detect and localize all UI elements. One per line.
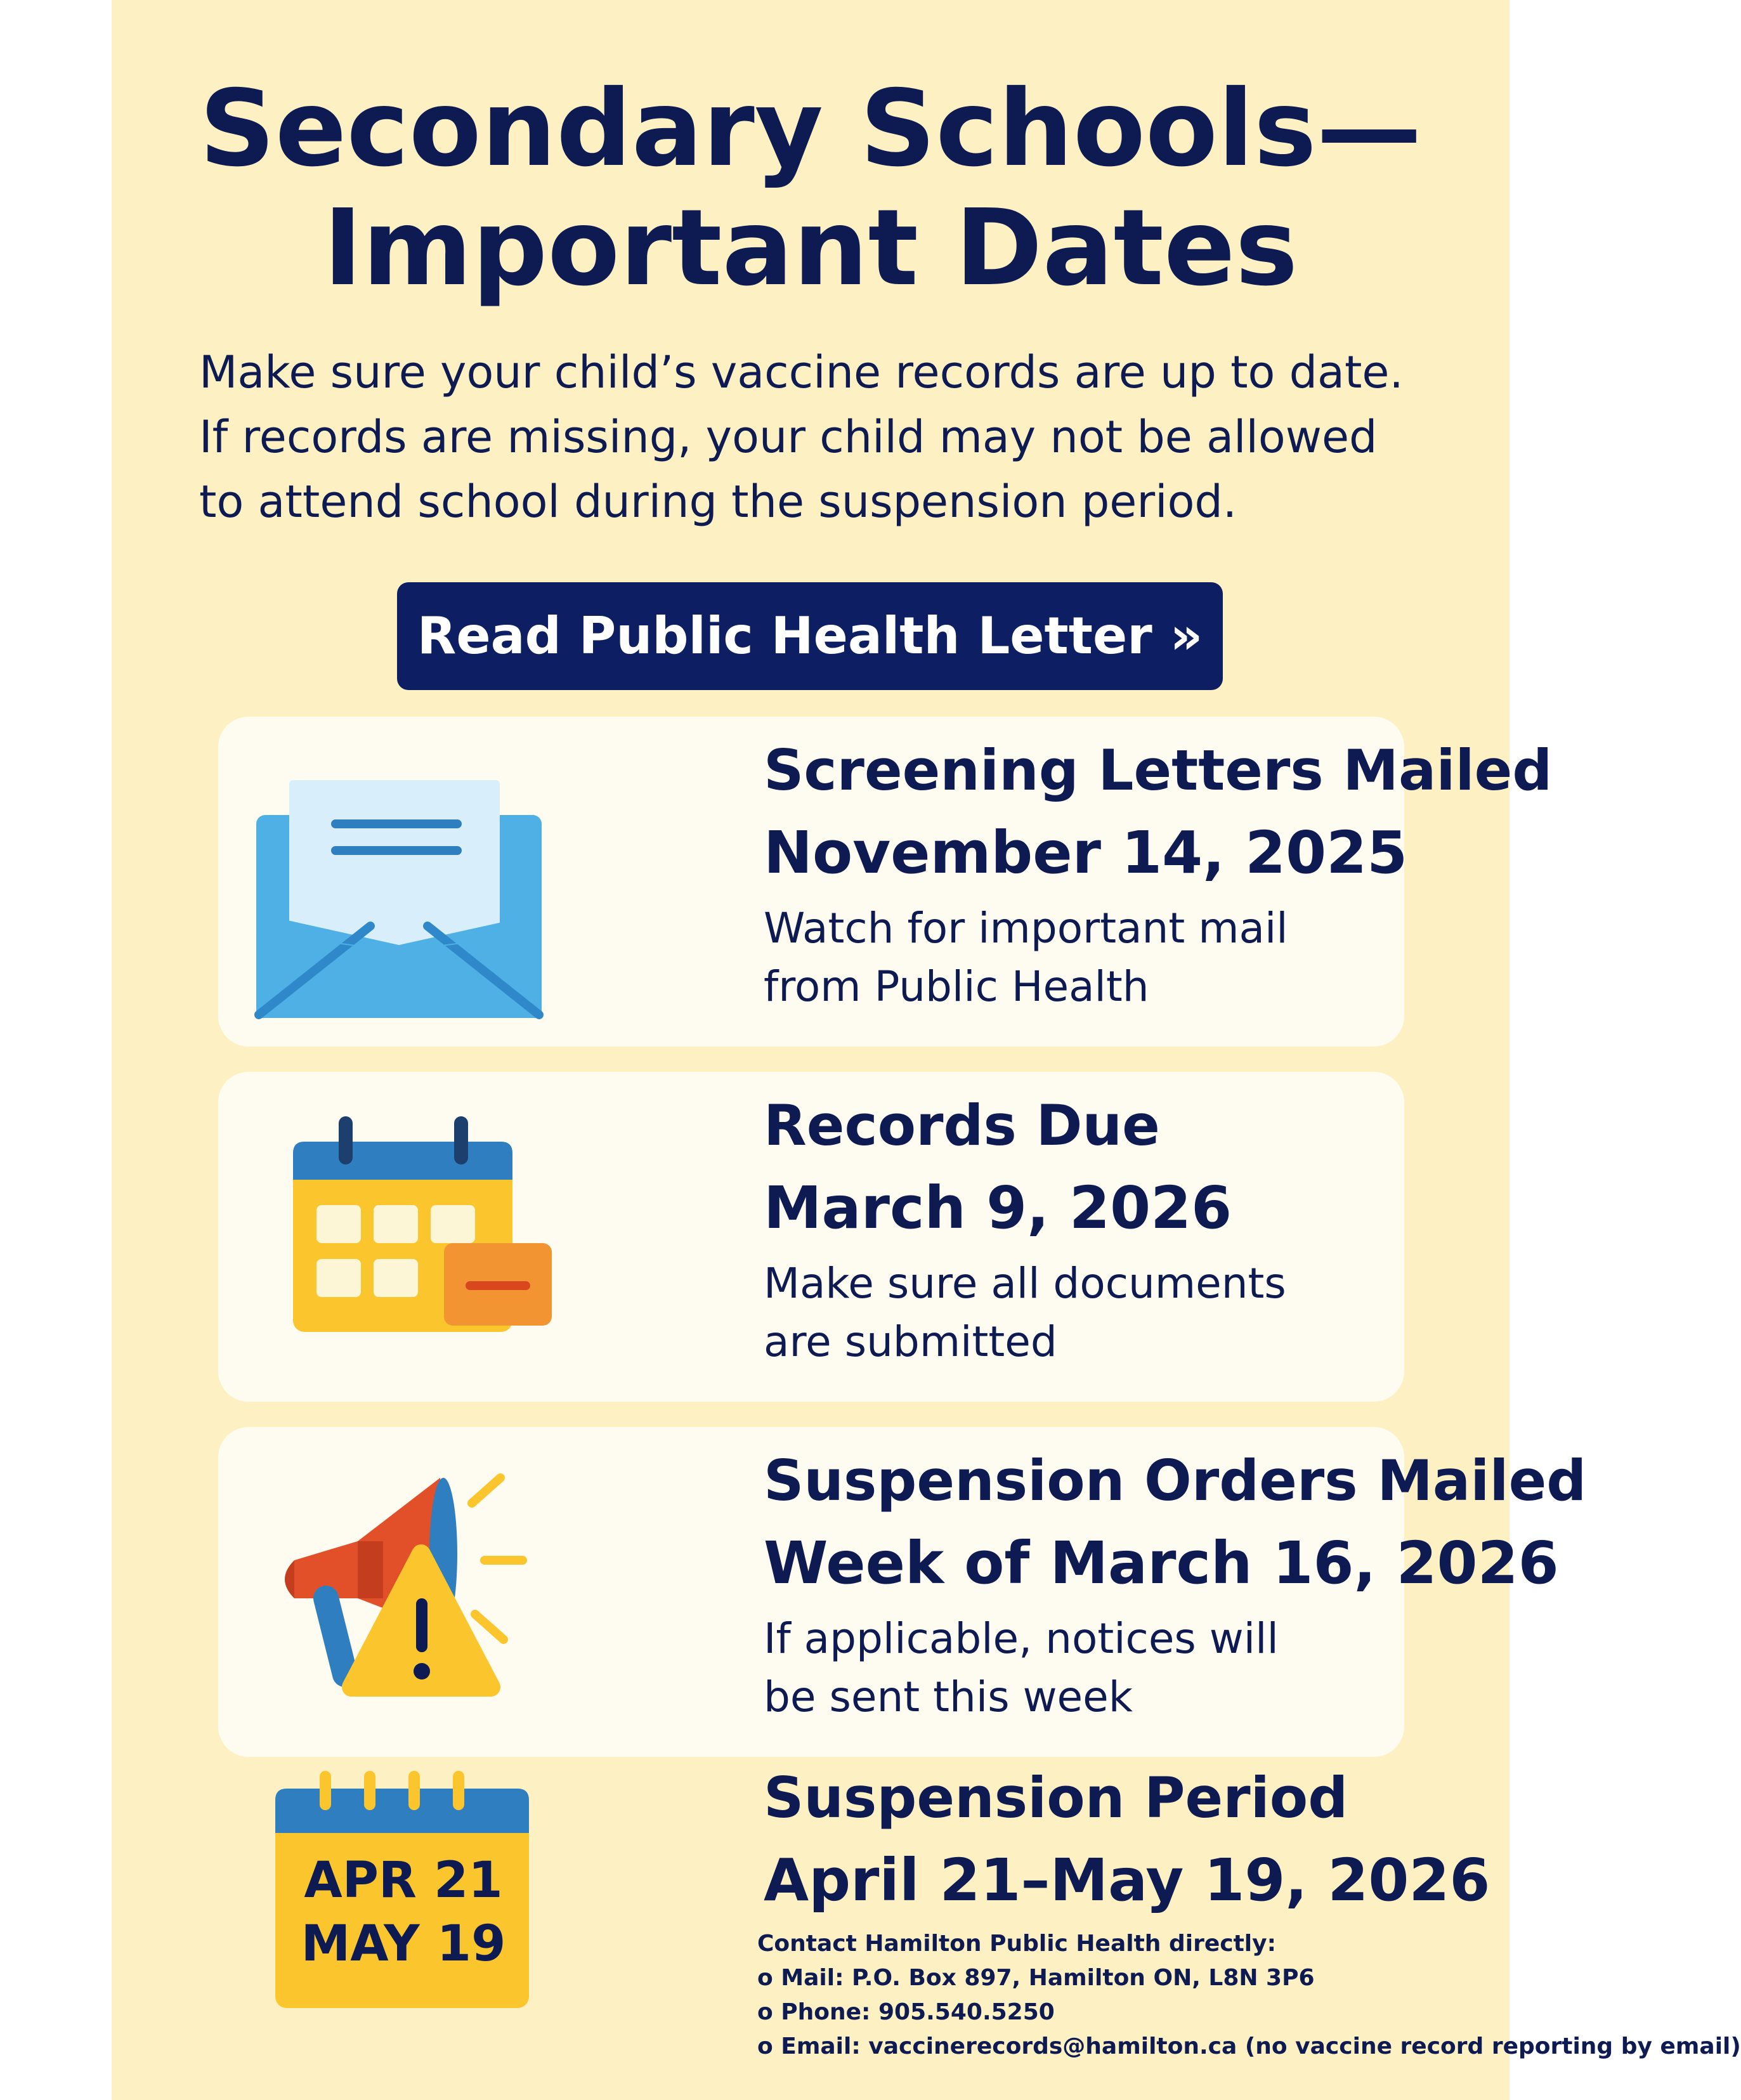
contact-info <box>757 1927 1741 2064</box>
title-line-2: Important Dates <box>323 187 1298 310</box>
card-date: March 9, 2026 <box>764 1174 1232 1242</box>
card-label: Suspension Orders Mailed <box>764 1448 1587 1513</box>
card-label: Suspension Period <box>764 1765 1348 1830</box>
poster <box>112 0 1741 2100</box>
contact-email[interactable]: o Email: vaccinerecords@hamilton.ca (no vaccine record reporting by email) <box>757 2033 1741 2059</box>
card-note <box>764 1255 1398 1371</box>
card-date: November 14, 2025 <box>764 819 1408 887</box>
card-label: Records Due <box>764 1093 1160 1158</box>
title-line-1: Secondary Schools— <box>199 68 1422 190</box>
card-note-line-2: be sent this week <box>764 1673 1133 1721</box>
card-note <box>764 1610 1398 1726</box>
records-due-text <box>764 1085 1398 1371</box>
intro-line-1: Make sure your child’s vaccine records are up to date. <box>199 346 1404 398</box>
suspension-orders-text <box>764 1440 1587 1726</box>
page-title <box>112 70 1510 308</box>
intro-line-2: If records are missing, your child may not be allowed <box>199 411 1378 463</box>
screening-letters-text <box>764 729 1553 1016</box>
card-note-line-1: Make sure all documents <box>764 1259 1286 1308</box>
records-due-card <box>218 1072 1404 1402</box>
calendar-date-range-icon <box>256 1757 535 2023</box>
envelope-icon <box>256 742 554 1021</box>
contact-mail: o Mail: P.O. Box 897, Hamilton ON, L8N 3P6 <box>757 1965 1315 1991</box>
screening-letters-card <box>218 717 1553 1047</box>
calendar-icon <box>256 1097 554 1376</box>
megaphone-warning-icon <box>256 1452 554 1732</box>
card-date: Week of March 16, 2026 <box>764 1529 1559 1597</box>
intro-paragraph <box>199 340 1455 534</box>
card-note <box>764 899 1398 1016</box>
card-label: Screening Letters Mailed <box>764 738 1553 803</box>
card-note-line-1: If applicable, notices will <box>764 1614 1279 1663</box>
contact-heading: Contact Hamilton Public Health directly: <box>757 1931 1276 1957</box>
calendar-end-date: MAY 19 <box>301 1915 506 1973</box>
intro-line-3: to attend school during the suspension period. <box>199 476 1237 528</box>
card-date: April 21–May 19, 2026 <box>764 1846 1490 1914</box>
calendar-start-date: APR 21 <box>304 1852 503 1909</box>
card-note-line-1: Watch for important mail <box>764 904 1288 953</box>
read-public-health-letter-button[interactable]: Read Public Health Letter » <box>397 582 1223 690</box>
card-note-line-2: are submitted <box>764 1317 1057 1366</box>
suspension-period-text <box>764 1757 1525 1922</box>
suspension-orders-card <box>218 1427 1587 1757</box>
card-note-line-2: from Public Health <box>764 962 1149 1011</box>
contact-phone: o Phone: 905.540.5250 <box>757 1999 1055 2025</box>
suspension-period-section <box>218 1757 1741 2087</box>
